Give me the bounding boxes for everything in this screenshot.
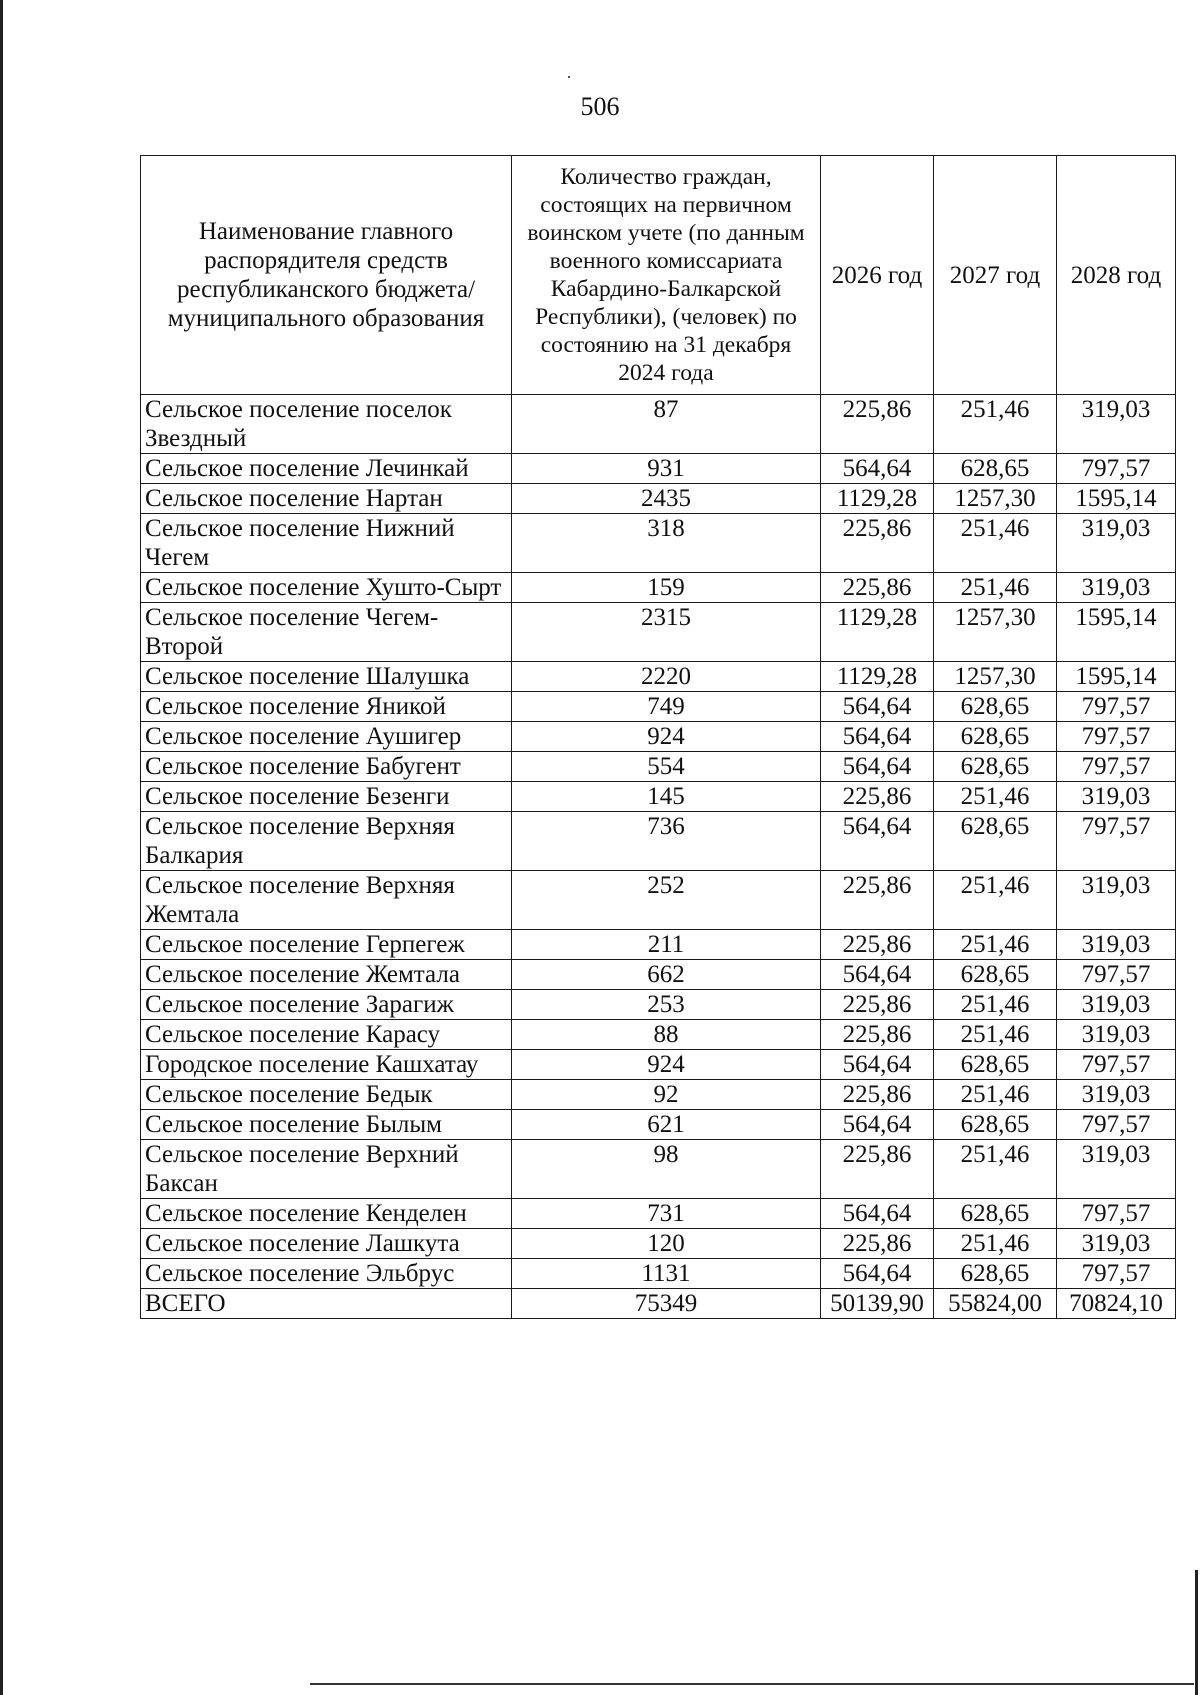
cell-name: Сельское поселение Безенги — [141, 782, 512, 812]
cell-name: Сельское поселение Верхняя Жемтала — [141, 871, 512, 930]
cell-y2028: 1595,14 — [1057, 484, 1176, 514]
cell-y2027: 251,46 — [934, 871, 1057, 930]
table-row — [141, 1199, 1176, 1229]
cell-count: 924 — [512, 1050, 821, 1080]
cell-count: 621 — [512, 1110, 821, 1140]
cell-y2027: 628,65 — [934, 960, 1057, 990]
table-row — [141, 573, 1176, 603]
cell-y2026: 225,86 — [821, 1140, 934, 1199]
cell-name: Сельское поселение Нижний Чегем — [141, 514, 512, 573]
cell-name: Сельское поселение Лечинкай — [141, 454, 512, 484]
cell-count: 731 — [512, 1199, 821, 1229]
cell-name: Городское поселение Кашхатау — [141, 1050, 512, 1080]
cell-y2027: 251,46 — [934, 782, 1057, 812]
cell-y2028: 797,57 — [1057, 752, 1176, 782]
total-y2028: 70824,10 — [1057, 1289, 1176, 1319]
cell-y2028: 319,03 — [1057, 1229, 1176, 1259]
cell-y2027: 1257,30 — [934, 662, 1057, 692]
cell-y2028: 797,57 — [1057, 1259, 1176, 1289]
table-row — [141, 1140, 1176, 1199]
cell-y2028: 797,57 — [1057, 1050, 1176, 1080]
cell-name: Сельское поселение Нартан — [141, 484, 512, 514]
cell-y2027: 628,65 — [934, 752, 1057, 782]
cell-y2026: 564,64 — [821, 722, 934, 752]
cell-y2028: 797,57 — [1057, 960, 1176, 990]
cell-count: 92 — [512, 1080, 821, 1110]
cell-y2026: 225,86 — [821, 990, 934, 1020]
cell-y2027: 628,65 — [934, 812, 1057, 871]
page-number: 506 — [580, 92, 620, 121]
header-count: Количество граждан, состоящих на первичном воинском учете (по данным военного комиссариата Кабардино-Балкарской Республики), (человек) по состоянию на 31 декабря 2024 года — [512, 156, 821, 395]
cell-y2027: 251,46 — [934, 1020, 1057, 1050]
cell-count: 120 — [512, 1229, 821, 1259]
cell-y2027: 251,46 — [934, 514, 1057, 573]
cell-name: Сельское поселение Аушигер — [141, 722, 512, 752]
cell-y2028: 1595,14 — [1057, 662, 1176, 692]
cell-name: Сельское поселение Бабугент — [141, 752, 512, 782]
cell-count: 252 — [512, 871, 821, 930]
cell-count: 159 — [512, 573, 821, 603]
cell-count: 931 — [512, 454, 821, 484]
header-2028: 2028 год — [1057, 156, 1176, 395]
table-row — [141, 395, 1176, 454]
cell-y2028: 319,03 — [1057, 1140, 1176, 1199]
cell-name: Сельское поселение Герпегеж — [141, 930, 512, 960]
cell-y2026: 1129,28 — [821, 484, 934, 514]
table-row — [141, 960, 1176, 990]
table-row — [141, 1229, 1176, 1259]
cell-count: 2220 — [512, 662, 821, 692]
cell-y2026: 564,64 — [821, 692, 934, 722]
table-row — [141, 1020, 1176, 1050]
cell-name: Сельское поселение поселок Звездный — [141, 395, 512, 454]
cell-count: 924 — [512, 722, 821, 752]
cell-count: 253 — [512, 990, 821, 1020]
cell-name: Сельское поселение Чегем-Второй — [141, 603, 512, 662]
table-row — [141, 871, 1176, 930]
cell-y2027: 628,65 — [934, 722, 1057, 752]
cell-y2026: 225,86 — [821, 395, 934, 454]
cell-y2026: 564,64 — [821, 960, 934, 990]
cell-y2027: 628,65 — [934, 1259, 1057, 1289]
cell-y2026: 1129,28 — [821, 662, 934, 692]
cell-y2027: 1257,30 — [934, 603, 1057, 662]
cell-name: Сельское поселение Яникой — [141, 692, 512, 722]
cell-name: Сельское поселение Карасу — [141, 1020, 512, 1050]
cell-name: Сельское поселение Кенделен — [141, 1199, 512, 1229]
cell-name: Сельское поселение Былым — [141, 1110, 512, 1140]
table-row — [141, 782, 1176, 812]
cell-y2028: 797,57 — [1057, 454, 1176, 484]
cell-y2028: 797,57 — [1057, 692, 1176, 722]
cell-y2028: 319,03 — [1057, 930, 1176, 960]
cell-name: Сельское поселение Эльбрус — [141, 1259, 512, 1289]
table-row — [141, 812, 1176, 871]
cell-y2028: 319,03 — [1057, 573, 1176, 603]
table-row — [141, 1259, 1176, 1289]
cell-y2028: 319,03 — [1057, 514, 1176, 573]
cell-y2026: 564,64 — [821, 1199, 934, 1229]
cell-y2027: 1257,30 — [934, 484, 1057, 514]
cell-y2027: 628,65 — [934, 454, 1057, 484]
cell-y2028: 319,03 — [1057, 1080, 1176, 1110]
table-row — [141, 1050, 1176, 1080]
table-row — [141, 930, 1176, 960]
cell-y2026: 564,64 — [821, 752, 934, 782]
total-y2027: 55824,00 — [934, 1289, 1057, 1319]
scan-right-edge — [1195, 1570, 1198, 1695]
header-2026: 2026 год — [821, 156, 934, 395]
cell-name: Сельское поселение Шалушка — [141, 662, 512, 692]
cell-y2027: 628,65 — [934, 1199, 1057, 1229]
cell-y2027: 628,65 — [934, 1050, 1057, 1080]
cell-count: 145 — [512, 782, 821, 812]
cell-y2027: 251,46 — [934, 1080, 1057, 1110]
table-row — [141, 603, 1176, 662]
cell-y2027: 251,46 — [934, 1140, 1057, 1199]
cell-y2028: 797,57 — [1057, 812, 1176, 871]
table-body — [141, 395, 1176, 1319]
cell-y2026: 564,64 — [821, 454, 934, 484]
cell-count: 554 — [512, 752, 821, 782]
total-count: 75349 — [512, 1289, 821, 1319]
cell-count: 1131 — [512, 1259, 821, 1289]
cell-y2027: 251,46 — [934, 573, 1057, 603]
table-row — [141, 484, 1176, 514]
cell-y2027: 628,65 — [934, 692, 1057, 722]
cell-y2028: 319,03 — [1057, 990, 1176, 1020]
cell-y2026: 225,86 — [821, 1020, 934, 1050]
budget-table — [140, 155, 1176, 1319]
cell-y2026: 225,86 — [821, 514, 934, 573]
table-row — [141, 514, 1176, 573]
table-row — [141, 454, 1176, 484]
header-row — [141, 156, 1176, 395]
header-2027: 2027 год — [934, 156, 1057, 395]
cell-y2026: 225,86 — [821, 573, 934, 603]
table-row — [141, 1080, 1176, 1110]
cell-name: Сельское поселение Верхний Баксан — [141, 1140, 512, 1199]
total-row — [141, 1289, 1176, 1319]
total-name: ВСЕГО — [141, 1289, 512, 1319]
table-row — [141, 722, 1176, 752]
cell-y2026: 1129,28 — [821, 603, 934, 662]
cell-y2028: 319,03 — [1057, 1020, 1176, 1050]
table-row — [141, 990, 1176, 1020]
cell-y2026: 225,86 — [821, 1229, 934, 1259]
cell-count: 2315 — [512, 603, 821, 662]
cell-y2028: 797,57 — [1057, 722, 1176, 752]
cell-y2027: 251,46 — [934, 990, 1057, 1020]
cell-name: Сельское поселение Жемтала — [141, 960, 512, 990]
cell-y2026: 564,64 — [821, 1050, 934, 1080]
cell-y2026: 564,64 — [821, 1110, 934, 1140]
cell-name: Сельское поселение Хушто-Сырт — [141, 573, 512, 603]
cell-y2027: 628,65 — [934, 1110, 1057, 1140]
cell-y2028: 319,03 — [1057, 871, 1176, 930]
cell-y2027: 251,46 — [934, 1229, 1057, 1259]
cell-name: Сельское поселение Зарагиж — [141, 990, 512, 1020]
cell-name: Сельское поселение Лашкута — [141, 1229, 512, 1259]
total-y2026: 50139,90 — [821, 1289, 934, 1319]
table-row — [141, 752, 1176, 782]
cell-name: Сельское поселение Бедык — [141, 1080, 512, 1110]
table-row — [141, 662, 1176, 692]
cell-y2027: 251,46 — [934, 930, 1057, 960]
cell-count: 87 — [512, 395, 821, 454]
cell-y2028: 319,03 — [1057, 395, 1176, 454]
table-header — [141, 156, 1176, 395]
cell-y2028: 319,03 — [1057, 782, 1176, 812]
cell-count: 2435 — [512, 484, 821, 514]
cell-count: 211 — [512, 930, 821, 960]
cell-y2027: 251,46 — [934, 395, 1057, 454]
cell-y2028: 1595,14 — [1057, 603, 1176, 662]
cell-y2026: 225,86 — [821, 782, 934, 812]
cell-count: 98 — [512, 1140, 821, 1199]
cell-y2028: 797,57 — [1057, 1110, 1176, 1140]
cell-y2026: 225,86 — [821, 871, 934, 930]
table-row — [141, 1110, 1176, 1140]
header-name: Наименование главного распорядителя средств республиканского бюджета/муниципального образования — [141, 156, 512, 395]
cell-count: 662 — [512, 960, 821, 990]
cell-count: 88 — [512, 1020, 821, 1050]
cell-y2026: 225,86 — [821, 930, 934, 960]
cell-count: 749 — [512, 692, 821, 722]
cell-count: 736 — [512, 812, 821, 871]
table-row — [141, 692, 1176, 722]
scan-bottom-rule — [310, 1683, 1194, 1685]
cell-y2026: 225,86 — [821, 1080, 934, 1110]
cell-count: 318 — [512, 514, 821, 573]
cell-name: Сельское поселение Верхняя Балкария — [141, 812, 512, 871]
cell-y2026: 564,64 — [821, 1259, 934, 1289]
scan-speck — [568, 76, 570, 78]
cell-y2028: 797,57 — [1057, 1199, 1176, 1229]
cell-y2026: 564,64 — [821, 812, 934, 871]
scan-left-edge — [0, 0, 3, 1695]
